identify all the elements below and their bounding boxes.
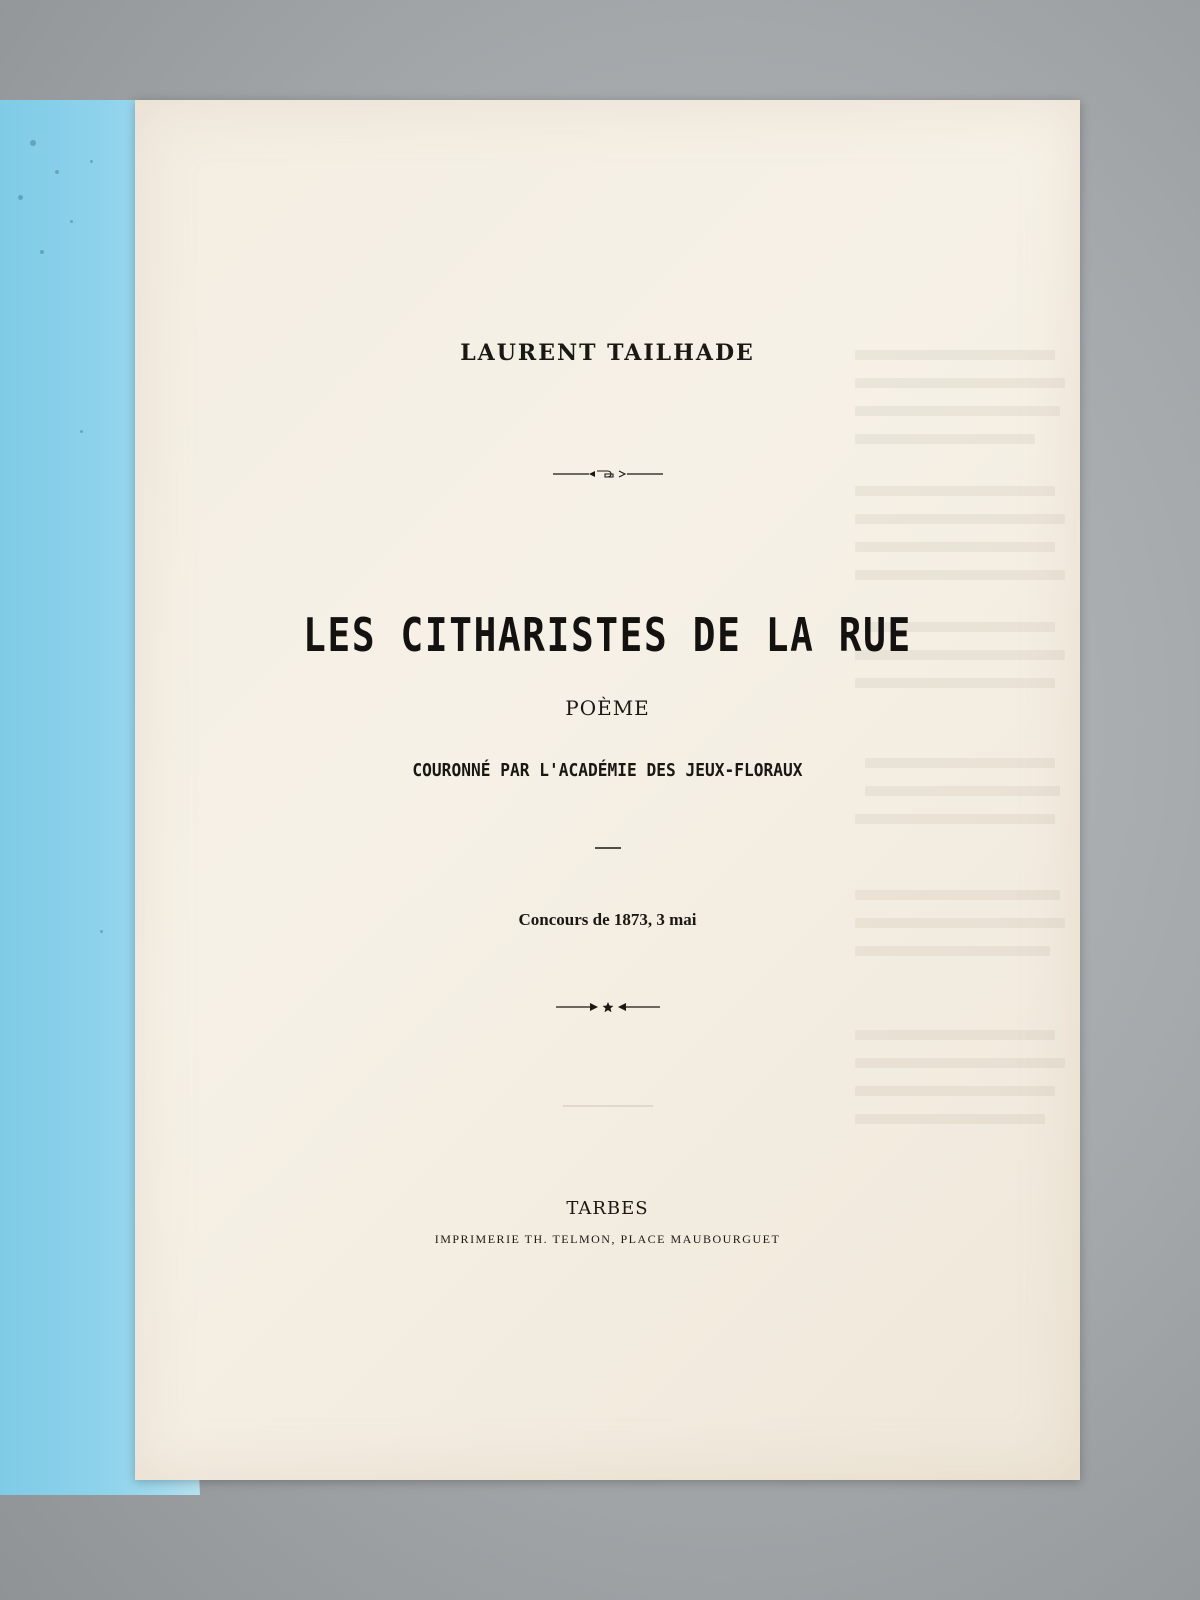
imprint-printer: IMPRIMERIE TH. TELMON, PLACE MAUBOURGUET [434,1232,781,1246]
imprint-city: TARBES [566,1198,649,1219]
contest-date: Concours de 1873, 3 mai [518,910,697,929]
show-through-ornament-icon [563,1100,653,1112]
poem-title: LES CITHARISTES DE LA RUE [303,608,912,662]
fleuron-ornament-icon [553,467,663,481]
title-page [135,100,1080,1480]
dash-rule-icon [595,846,621,850]
author-name: LAURENT TAILHADE [460,340,755,366]
award-line: COURONNÉ PAR L'ACADÉMIE DES JEUX-FLORAUX [412,760,803,781]
cover-show-through [20,700,100,780]
poem-subtitle: POÈME [565,696,650,720]
star-ornament-icon [556,1000,660,1014]
